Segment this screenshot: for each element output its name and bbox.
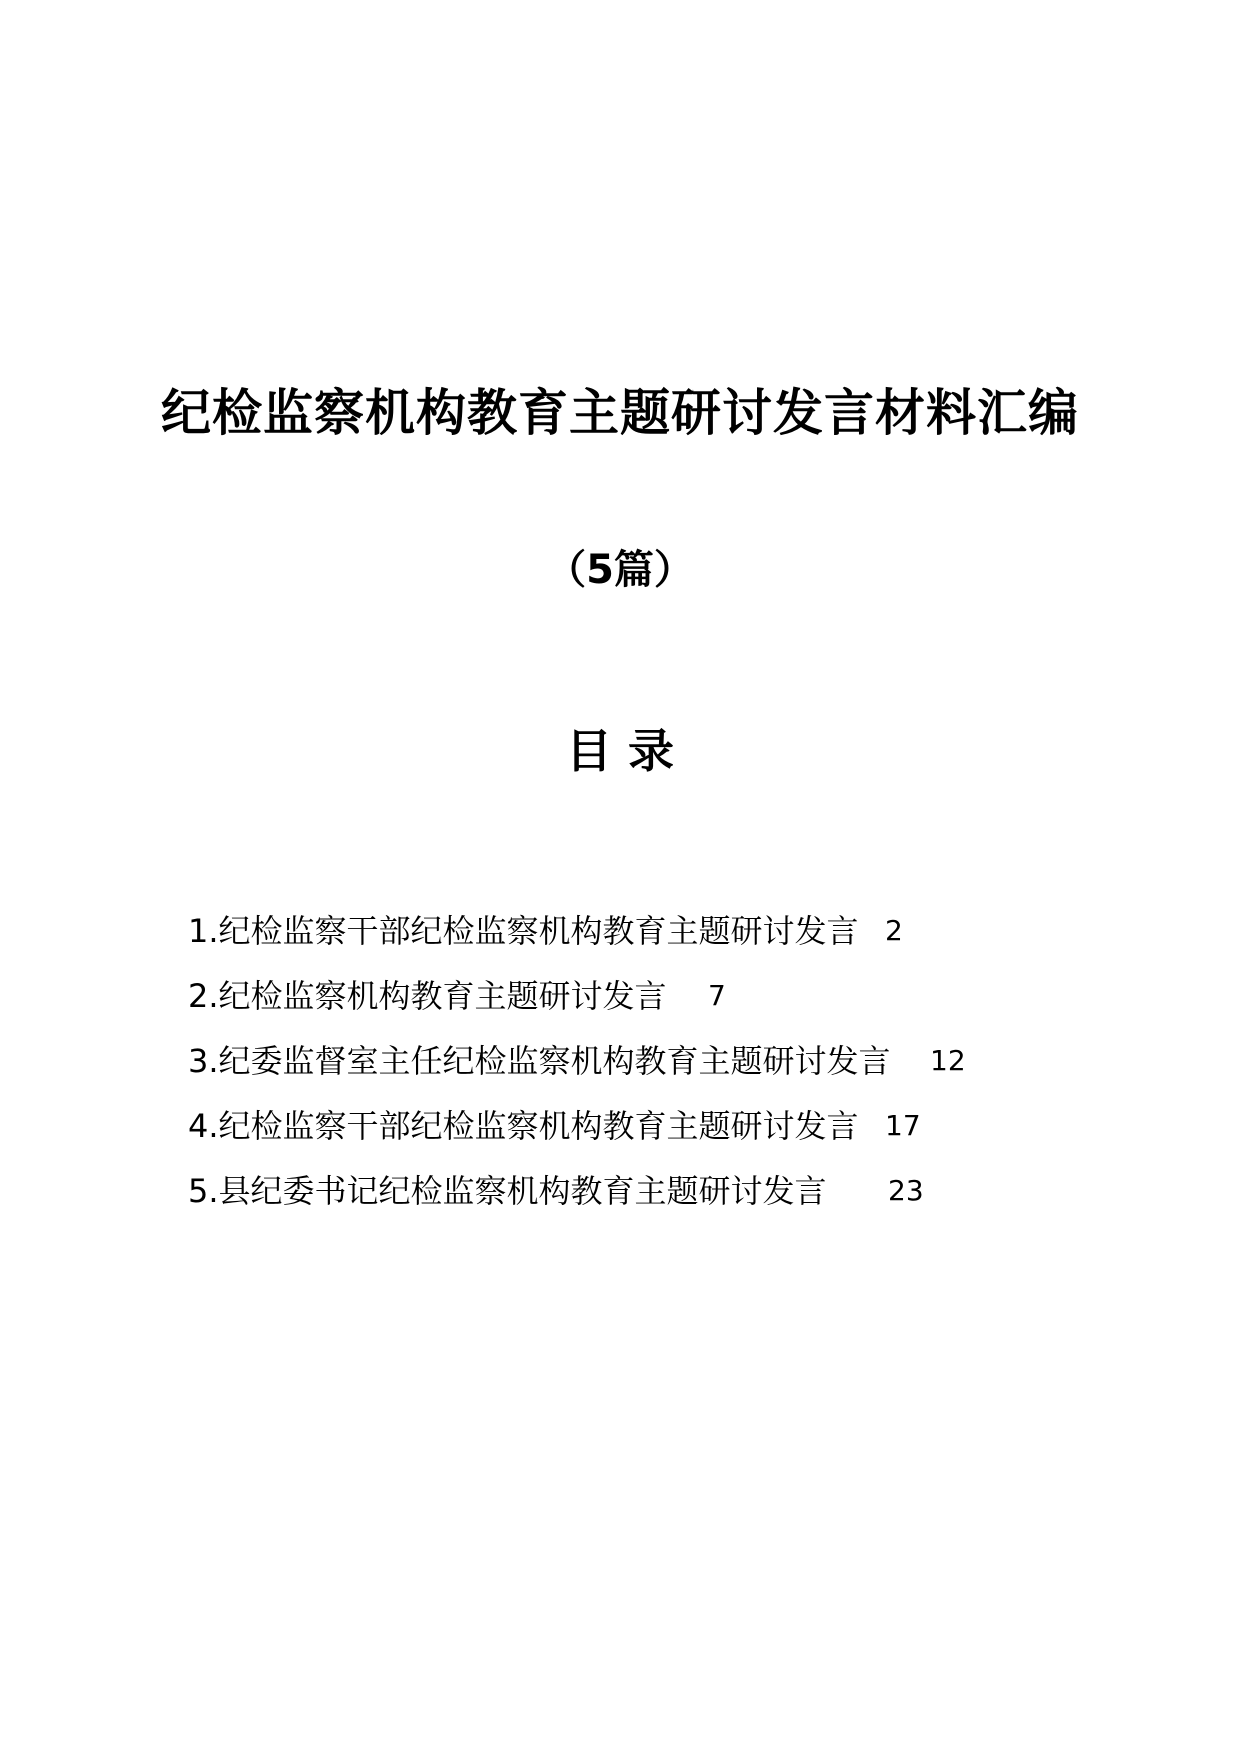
toc-entry-label: 3.纪委监督室主任纪检监察机构教育主题研讨发言 [188, 1042, 891, 1080]
toc-entry-3[interactable] [188, 1034, 1088, 1099]
toc-heading: 目 录 [565, 724, 674, 778]
toc-entry-page: 7 [708, 979, 726, 1012]
table-of-contents [188, 904, 1088, 1229]
document-title: 纪检监察机构教育主题研讨发言材料汇编 [161, 384, 1079, 442]
toc-entry-5[interactable] [188, 1164, 1088, 1229]
document-subtitle: （5篇） [546, 547, 694, 593]
toc-entry-page: 12 [930, 1044, 966, 1077]
toc-entry-page: 23 [888, 1174, 924, 1207]
toc-entry-page: 17 [885, 1109, 921, 1142]
toc-entry-1[interactable] [188, 904, 1088, 969]
toc-entry-label: 5.县纪委书记纪检监察机构教育主题研讨发言 [188, 1172, 827, 1210]
toc-entry-page: 2 [885, 914, 903, 947]
toc-entry-label: 1.纪检监察干部纪检监察机构教育主题研讨发言 [188, 912, 859, 950]
toc-entry-label: 2.纪检监察机构教育主题研讨发言 [188, 977, 667, 1015]
toc-entry-2[interactable] [188, 969, 1088, 1034]
toc-entry-4[interactable] [188, 1099, 1088, 1164]
toc-entry-label: 4.纪检监察干部纪检监察机构教育主题研讨发言 [188, 1107, 859, 1145]
